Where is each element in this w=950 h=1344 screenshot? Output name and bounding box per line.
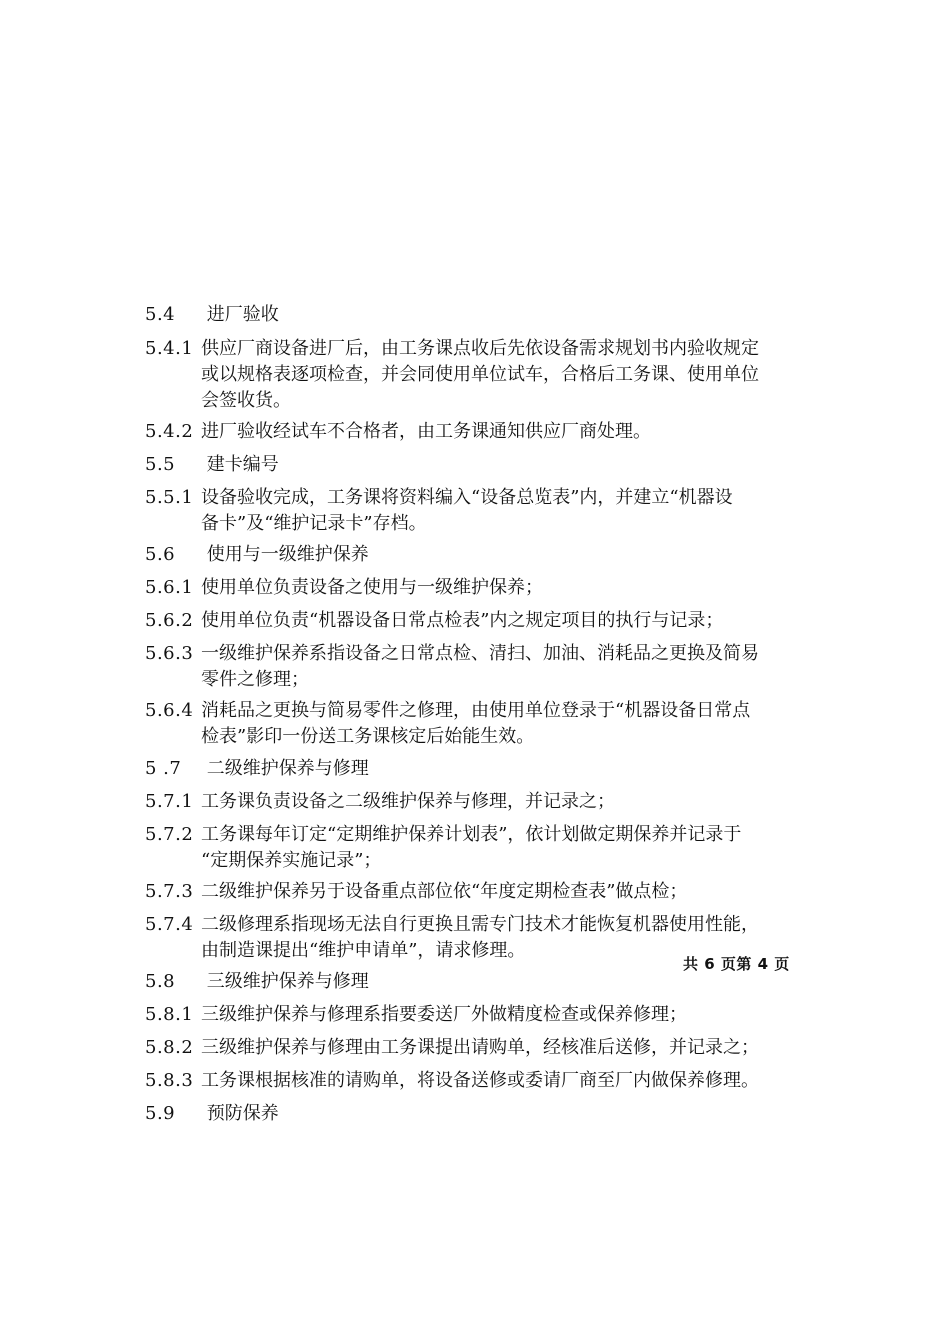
section-number: 5 .7: [145, 758, 182, 779]
clause-line: 工务课每年订定“定期维护保养计划表”，依计划做定期保养并记录于: [201, 824, 742, 845]
clause-line: 一级维护保养系指设备之日常点检、清扫、加油、消耗品之更换及简易: [201, 643, 759, 664]
section-title: 预防保养: [206, 1103, 279, 1124]
clause-line: 工务课负责设备之二级维护保养与修理，并记录之；: [201, 791, 615, 812]
clause-line: 零件之修理；: [201, 669, 309, 690]
section-number: 5.8: [145, 971, 176, 992]
clause: [145, 1068, 805, 1094]
section-title: 进厂验收: [206, 304, 279, 325]
clause: [145, 789, 805, 815]
section-heading: [145, 756, 805, 782]
clause-number: 5.8.1: [145, 1004, 194, 1025]
clause: [145, 1035, 805, 1061]
clause-line: 备卡”及“维护记录卡”存档。: [201, 513, 427, 534]
clause-number: 5.6.2: [145, 610, 194, 631]
section-title: 三级维护保养与修理: [206, 971, 369, 992]
clause-line: 进厂验收经试车不合格者，由工务课通知供应厂商处理。: [201, 421, 651, 442]
clause-number: 5.6.3: [145, 643, 194, 664]
clause-number: 5.7.3: [145, 881, 194, 902]
clause-line: 或以规格表逐项检查，并会同使用单位试车，合格后工务课、使用单位: [201, 364, 759, 385]
clause-number: 5.6.4: [145, 700, 194, 721]
clause-line: 检表”影印一份送工务课核定后始能生效。: [201, 726, 535, 747]
clause: [145, 336, 805, 414]
clause: [145, 698, 805, 750]
clause-line: 二级修理系指现场无法自行更换且需专门技术才能恢复机器使用性能，: [201, 914, 759, 935]
section-title: 使用与一级维护保养: [206, 544, 369, 565]
clause-number: 5.8.3: [145, 1070, 194, 1091]
section-heading: [145, 542, 805, 568]
clause-line: 三级维护保养与修理由工务课提出请购单，经核准后送修，并记录之；: [201, 1037, 759, 1058]
clause: [145, 485, 805, 537]
clause-line: 使用单位负责设备之使用与一级维护保养；: [201, 577, 543, 598]
section-heading: [145, 969, 805, 995]
clause-line: 会签收货。: [201, 390, 291, 411]
section-number: 5.6: [145, 544, 176, 565]
clause: [145, 879, 805, 905]
clause: [145, 1002, 805, 1028]
clause: [145, 575, 805, 601]
page-number: 共 6 页第 4 页: [683, 955, 790, 973]
clause-line: “定期保养实施记录”；: [201, 850, 382, 871]
clause-line: 由制造课提出“维护申请单”，请求修理。: [201, 940, 526, 961]
section-heading: [145, 452, 805, 478]
section-number: 5.4: [145, 304, 176, 325]
clause-line: 二级维护保养另于设备重点部位依“年度定期检查表”做点检；: [201, 881, 688, 902]
section-title: 建卡编号: [206, 454, 279, 475]
section-heading: [145, 1101, 805, 1127]
clause-line: 设备验收完成，工务课将资料编入“设备总览表”内，并建立“机器设: [201, 487, 733, 508]
clause-number: 5.6.1: [145, 577, 194, 598]
clause-line: 消耗品之更换与简易零件之修理，由使用单位登录于“机器设备日常点: [201, 700, 751, 721]
clause-number: 5.8.2: [145, 1037, 194, 1058]
clause-number: 5.7.4: [145, 914, 194, 935]
clause: [145, 641, 805, 693]
clause-number: 5.4.2: [145, 421, 194, 442]
clause-number: 5.5.1: [145, 487, 194, 508]
clause: [145, 608, 805, 634]
clause-number: 5.7.2: [145, 824, 194, 845]
clause-line: 供应厂商设备进厂后，由工务课点收后先依设备需求规划书内验收规定: [201, 338, 759, 359]
clause-line: 三级维护保养与修理系指要委送厂外做精度检查或保养修理；: [201, 1004, 687, 1025]
clause: [145, 419, 805, 445]
clause-number: 5.7.1: [145, 791, 194, 812]
clause-line: 工务课根据核准的请购单，将设备送修或委请厂商至厂内做保养修理。: [201, 1070, 759, 1091]
clause-line: 使用单位负责“机器设备日常点检表”内之规定项目的执行与记录；: [201, 610, 724, 631]
section-number: 5.9: [145, 1103, 176, 1124]
section-number: 5.5: [145, 454, 176, 475]
clause-number: 5.4.1: [145, 338, 194, 359]
clause: [145, 822, 805, 874]
section-title: 二级维护保养与修理: [206, 758, 369, 779]
section-heading: [145, 302, 805, 328]
